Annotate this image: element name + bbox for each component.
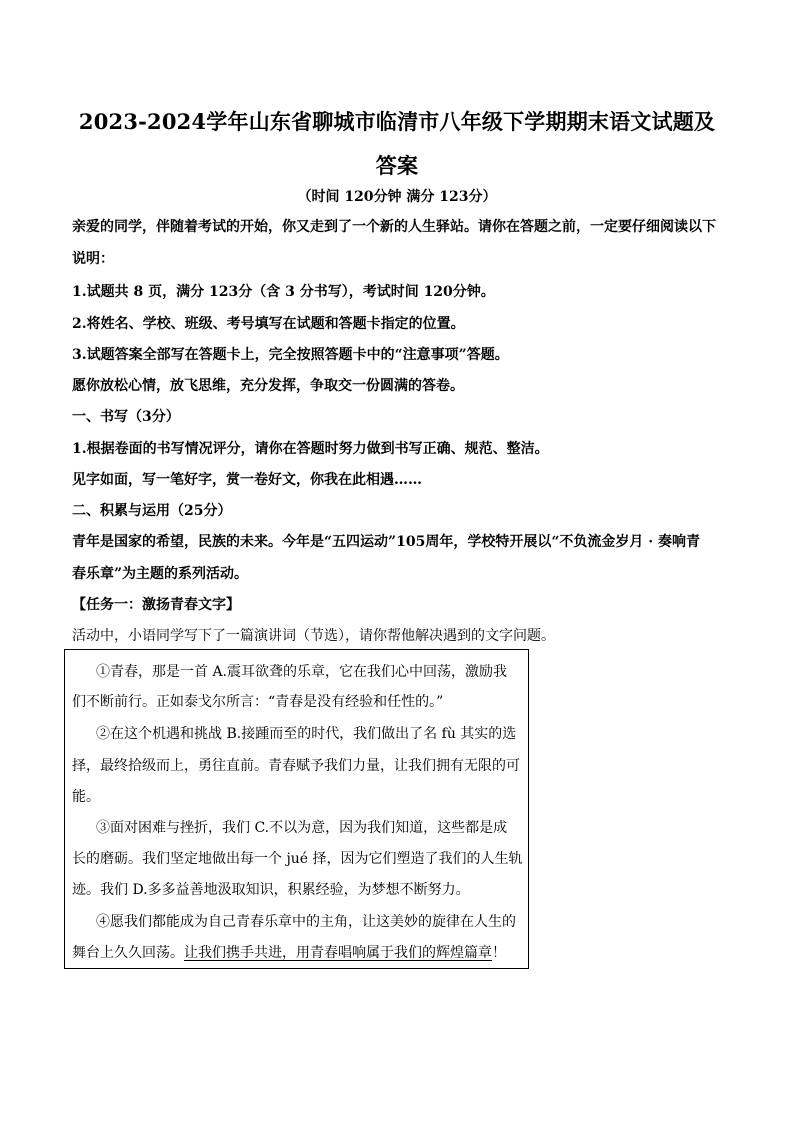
- passage-line-9: ④愿我们都能成为自己青春乐章中的主角，让这美妙的旋律在人生的: [96, 914, 516, 930]
- passage-line-10-end: ！: [492, 945, 506, 961]
- instruction-item-2: 2.将姓名、学校、班级、考号填写在试题和答题卡指定的位置。: [72, 316, 465, 332]
- section-1-note: 见字如面，写一笔好字，赏一卷好文，你我在此相遇……: [72, 472, 422, 488]
- section-1-heading: 一、书写（3分）: [72, 409, 180, 425]
- section-1-item-1: 1.根据卷面的书写情况评分，请你在答题时努力做到书写正确、规范、整洁。: [72, 441, 549, 457]
- passage-line-8: 迹。我们 D.多多益善地汲取知识，积累经验，为梦想不断努力。: [72, 882, 470, 898]
- passage-line-3: ②在这个机遇和挑战 B.接踵而至的时代，我们做出了名 fù 其实的选: [96, 726, 517, 742]
- instruction-item-1: 1.试题共 8 页，满分 123分（含 3 分书写），考试时间 120分钟。: [72, 284, 495, 300]
- passage-line-10: [72, 942, 506, 962]
- document-title: 2023-2024学年山东省聊城市临清市八年级下学期期末语文试题及答案: [78, 109, 716, 178]
- intro-line-2: 说明：: [72, 251, 114, 267]
- instruction-item-3: 3.试题答案全部写在答题卡上，完全按照答题卡中的“注意事项”答题。: [72, 347, 509, 363]
- passage-line-7: 长的磨砺。我们坚定地做出每一个 jué 择，因为它们塑造了我们的人生轨: [72, 851, 523, 867]
- section-2-para-line-2: 春乐章”为主题的系列活动。: [72, 566, 249, 582]
- exam-time-score: （时间 120分钟 满分 123分）: [297, 189, 497, 205]
- section-2-heading: 二、积累与运用（25分）: [72, 503, 232, 519]
- passage-line-6: ③面对困难与挫折，我们 C.不以为意，因为我们知道，这些都是成: [96, 820, 508, 836]
- passage-line-5: 能。: [72, 789, 100, 805]
- speech-excerpt-box: [64, 649, 529, 969]
- passage-line-4: 择，最终拾级而上，勇往直前。青春赋予我们力量，让我们拥有无限的可: [72, 758, 520, 774]
- underlined-sentence: 让我们携手共进，用青春唱响属于我们的辉煌篇章: [184, 945, 492, 961]
- passage-line-1: ①青春，那是一首 A.震耳欲聋的乐章，它在我们心中回荡，激励我: [96, 664, 508, 680]
- passage-line-10-plain: 舞台上久久回荡。: [72, 945, 184, 961]
- task-1-heading: 【任务一：激扬青春文字】: [72, 597, 240, 613]
- intro-closing: 愿你放松心情，放飞思维，充分发挥，争取交一份圆满的答卷。: [72, 378, 464, 394]
- section-2-para-line-1: 青年是国家的希望，民族的未来。今年是“五四运动”105周年，学校特开展以“不负流金岁月 · 奏响青: [72, 534, 701, 550]
- task-1-intro: 活动中，小语同学写下了一篇演讲词（节选），请你帮他解决遇到的文字问题。: [72, 628, 555, 644]
- passage-line-2: 们不断前行。正如泰戈尔所言：“青春是没有经验和任性的。”: [72, 694, 444, 710]
- intro-line-1: 亲爱的同学，伴随着考试的开始，你又走到了一个新的人生驿站。请你在答题之前，一定要仔细阅读以下: [72, 219, 716, 235]
